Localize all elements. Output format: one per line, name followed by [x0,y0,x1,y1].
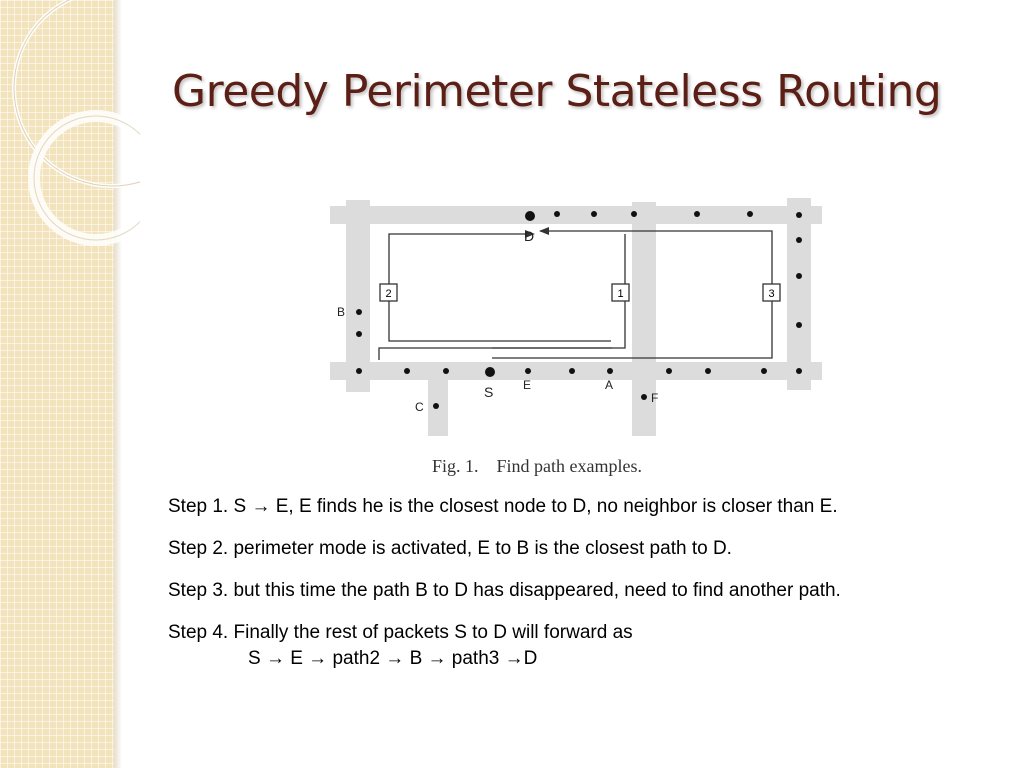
step-2: Step 2. perimeter mode is activated, E to B is the closest path to D. [168,538,732,559]
steps-list [168,494,1008,704]
label-f: F [651,391,659,405]
node-d [525,211,535,221]
routing-diagram [282,188,888,484]
node-s [485,367,495,377]
path-box-3-label: 3 [768,288,775,300]
node-a [607,368,613,374]
routing-figure [282,188,888,484]
step-4-continuation: S → E → path2 → B → path3 →D [248,648,538,669]
node-e [525,368,531,374]
road-right [787,198,811,390]
path-box-2-label: 2 [385,288,392,300]
slide-title: Greedy Perimeter Stateless Routing [172,66,942,117]
step-1: Step 1. S → E, E finds he is the closest node to D, no neighbor is closer than E. [168,496,838,517]
label-c: C [415,400,424,414]
label-e: E [523,378,532,392]
label-b: B [337,305,346,319]
label-d: D [524,228,535,244]
node-f [641,394,647,400]
road-branch-c [428,364,448,436]
path2-line [389,234,611,341]
road-bottom [330,362,822,380]
label-a: A [605,378,614,392]
node-b [356,309,362,315]
path-box-1-label: 1 [617,288,624,300]
arrow-into-d-right [539,227,549,235]
node-c [433,403,439,409]
label-s: S [484,384,494,400]
step-4: Step 4. Finally the rest of packets S to D will forward as [168,622,633,643]
decorative-rings [0,0,140,260]
road-left [346,200,370,392]
step-3: Step 3. but this time the path B to D has disappeared, need to find another path. [168,580,841,601]
figure-caption: Fig. 1. Find path examples. [432,456,642,476]
